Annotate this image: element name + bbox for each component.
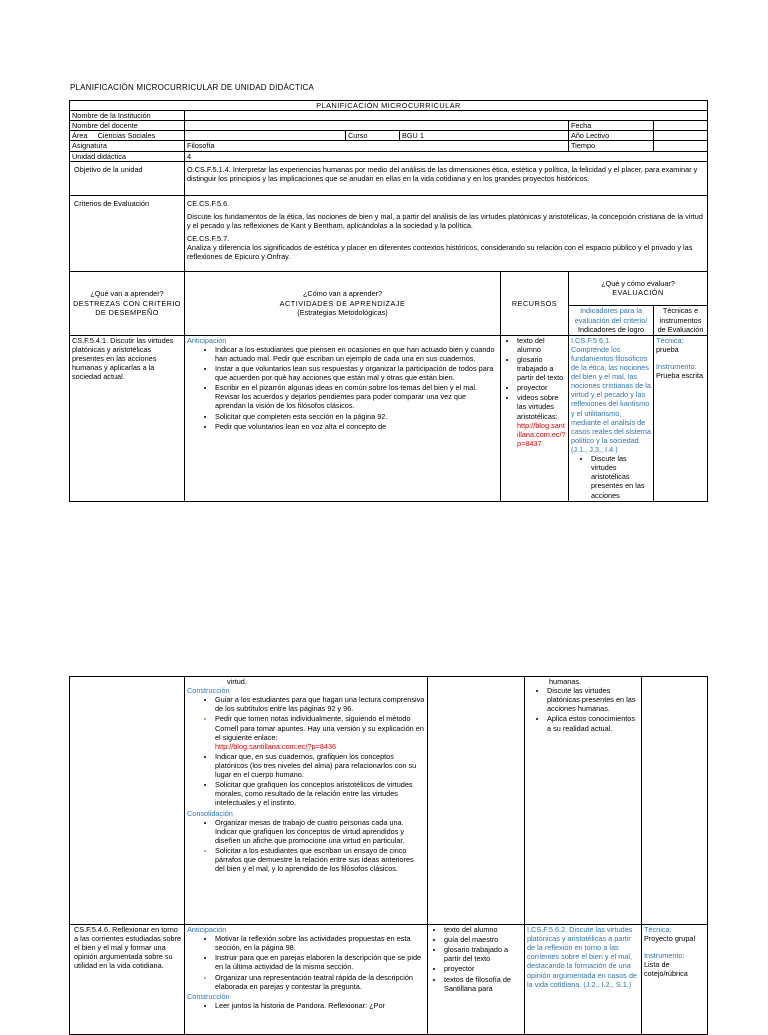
list-item: • glosario trabajado a partir del texto — [517, 355, 566, 382]
evaluation-header-question: ¿Qué y cómo evaluar? — [601, 279, 675, 289]
planning-table-page-1 — [69, 100, 708, 502]
time-label: Tiempo — [569, 141, 654, 151]
objective-label: Objetivo de la unidad — [70, 161, 185, 195]
resource-link[interactable]: http://blog.santillana.com.ec/?p=8436 — [215, 741, 337, 751]
list-item: • Escribir en el pizarrón algunas ideas en común sobre los temas del bien y el mal. Revisar los acuerdos y dejarlos pendientes para poder comparar una vez que aprendan la visión de los filósofos clásicos. — [215, 383, 498, 410]
indicator-text-1: I.CS.F.5.6.1. Comprende los fundamentos filosóficos de la ética, las nociones del bien y el mal, las nociones cristianas de la virtud y el pecado y las reflexiones del kantismo y el utilitarismo, mediante el análisis de casos reales del sistema político y la sociedad. (J.1., J.3., I.4.) — [571, 335, 651, 454]
year-label: Año Lectivo — [569, 131, 654, 141]
technique-value: prueba — [656, 344, 679, 354]
list-item: • Solicitar que grafiquen los conceptos aristotélicos de virtudes morales, como resultado de la relación entre las virtudes intelectuales y el instinto. — [215, 780, 425, 807]
techniques-cell-2 — [642, 677, 708, 925]
year-value — [654, 131, 708, 141]
resource-link[interactable]: http://blog.santillana.com.ec/?p=8437 — [517, 420, 566, 448]
institution-value — [185, 111, 708, 121]
phase-consolidation: Consolidación — [187, 808, 233, 818]
activities-list-1 — [187, 345, 498, 431]
skills-header-question: ¿Qué van a aprender? — [90, 289, 164, 299]
list-item: • glosario trabajado a partir del texto — [444, 945, 522, 963]
list-item: • textos de filosofía de Santillana para — [444, 975, 522, 993]
indicator-list-2 — [527, 686, 639, 733]
technique-value: Proyecto grupal — [644, 934, 696, 944]
area-value: Ciencias Sociales — [97, 131, 156, 141]
instrument-label: Instrumento: — [656, 361, 697, 371]
list-item: • Indicar a los estudiantes que piensen en ocasiones en que han actuado bien y cuando han actuado mal. Pedir que escriban un ejemplo de cada una en sus cuadernos. — [215, 345, 498, 363]
skill-cell-3: CS.F.5.4.6. Reflexionar en torno a las corrientes estudiadas sobre el bien y el mal y formar una opinión argumentada sobre su utilidad en la vida cotidiana. — [70, 925, 185, 1035]
activities-cell-2 — [185, 677, 428, 925]
indicator-continued: humanas. — [549, 677, 582, 686]
list-item: • Solicitar que completen esta sección en la página 92. — [215, 412, 498, 421]
institution-label: Nombre de la Institución — [70, 111, 185, 121]
evaluation-header — [569, 271, 708, 305]
unit-label: Unidad didáctica — [70, 151, 185, 161]
instrument-value: Prueba escrita — [656, 370, 704, 380]
subject-label: Asignatura — [70, 141, 185, 151]
criterion-1-code: CE.CS.F.5.6. — [187, 198, 230, 208]
area-filler — [185, 131, 346, 141]
phase-construction: Construcción — [187, 686, 230, 696]
techniques-cell-3 — [642, 925, 708, 1035]
list-item: • Organizar una representación teatral rápida de la descripción elaborada en parejas y contestar la pregunta. — [215, 973, 425, 991]
activities-header-title: ACTIVIDADES DE APRENDIZAJE — [279, 298, 406, 308]
list-item: • proyector — [517, 383, 566, 392]
activities-list-4 — [187, 934, 425, 991]
skills-header — [70, 271, 185, 335]
activities-cell-3 — [185, 925, 428, 1035]
phase-anticipation: Anticipación — [187, 335, 227, 345]
skills-header-title: DESTREZAS CON CRITERIO DE DESEMPEÑO — [73, 298, 181, 317]
teacher-value — [185, 121, 569, 131]
resources-cell-2 — [428, 677, 525, 925]
document-title: PLANIFICACIÓN MICROCURRICULAR DE UNIDAD DIDÁCTICA — [70, 83, 315, 92]
resources-list-1 — [503, 336, 566, 448]
indicators-cell-3: I.CS.F.5.6.2. Discute las virtudes platónicas y aristotélicas a partir de la reflexión en torno a las corrientes sobre el bien y el mal, destacando la formación de una opinión argumentada en casos de la vida cotidiana. (J.2., I.2., S.1.) — [525, 925, 642, 1035]
activities-list-2 — [187, 695, 425, 807]
objective-text: O.CS.F.5.1.4. Interpretar las experiencias humanas por medio del análisis de las dimensiones ética, estética y política, la felicidad y el placer, para examinar y distinguir los principios y las implicaciones que se anudan en ellas en la vida cotidiana y en los grandes proyectos históricos. — [185, 161, 708, 195]
list-item — [517, 393, 566, 448]
list-item: • proyector — [444, 964, 522, 973]
course-value: BGU 1 — [400, 131, 569, 141]
skill-cell-1: CS.F.5.4.1. Discutir las virtudes platónicas y aristotélicas presentes en las acciones humanas y aplicarlas a la sociedad actual. — [70, 335, 185, 501]
list-item: • Instruir para que en parejas elaboren la descripción que se pide en la última actividad de la misma sección. — [215, 953, 425, 971]
instrument-value: Lista de cotejo/rúbrica — [644, 960, 688, 979]
continued-text: virtud. — [227, 677, 247, 686]
resources-cell-1 — [501, 335, 569, 501]
criterion-2-code: CE.CS.F.5.7. — [187, 233, 230, 243]
subject-value: Filosofía — [185, 141, 569, 151]
instrument-label: Instrumento: — [644, 951, 685, 961]
indicators-header — [569, 305, 654, 335]
list-item: • Organizar mesas de trabajo de cuatro personas cada una. Indicar que grafiquen los conceptos de virtud aprendidos y diseñen un afiche que promocione una virtud en particular. — [215, 818, 425, 845]
criterion-1-text: Discute los fundamentos de la ética, las nociones de bien y mal, a partir del análisis de las virtudes platónicas y aristotélicas, la concepción cristiana de la virtud y el pecado y las reflexiones de Kant y Bentham, aplicándolas a la sociedad y la política. — [187, 211, 703, 230]
resources-cell-3 — [428, 925, 525, 1035]
date-value — [654, 121, 708, 131]
list-item: • guía del maestro — [444, 935, 522, 944]
indicators-cell-1 — [569, 335, 654, 501]
resources-list-3 — [430, 925, 522, 993]
list-item: • Motivar la reflexión sobre las actividades propuestas en esta sección, en la página 98. — [215, 934, 425, 952]
indicators-header-line1: Indicadores para la evaluación del criterio/ — [574, 306, 648, 325]
time-value — [654, 141, 708, 151]
list-item: • texto del alumno — [444, 925, 522, 934]
activities-header-subtitle: (Estrategias Metodológicas) — [297, 307, 388, 317]
techniques-cell-1 — [654, 335, 708, 501]
indicator-list-1 — [571, 454, 651, 500]
activities-list-5 — [187, 1001, 425, 1010]
table-header: PLANIFICACIÓN MICROCURRICULAR — [70, 101, 708, 111]
list-item: • Discute las virtudes platónicas presentes en las acciones humanas. — [547, 686, 639, 713]
list-item — [215, 714, 425, 750]
phase-construction: Construcción — [187, 991, 230, 1001]
list-item: • Pedir que voluntarios lean en voz alta el concepto de — [215, 422, 498, 431]
criteria-label: Criterios de Evaluación — [70, 195, 185, 271]
list-item: • Guiar a los estudiantes para que hagan una lectura comprensiva de los subtítulos entre las páginas 92 y 96. — [215, 695, 425, 713]
resources-header: RECURSOS — [501, 271, 569, 335]
unit-value: 4 — [185, 151, 708, 161]
list-item-text: Pedir que tomen notas individualmente, siguiendo el método Cornell para tomar apuntes. Hay una versión y su explicación en el siguiente enlace: — [215, 714, 424, 742]
list-item: • Discute las virtudes aristotélicas presentes en las acciones — [591, 454, 651, 500]
area-cell — [70, 131, 185, 141]
technique-label: Técnica: — [656, 335, 684, 345]
skill-cell-2 — [70, 677, 185, 925]
list-item: • Aplica estos conocimientos a su realidad actual. — [547, 714, 639, 732]
planning-table-page-2 — [69, 676, 708, 1035]
evaluation-header-title: EVALUACIÓN — [612, 288, 664, 298]
date-label: Fecha — [569, 121, 654, 131]
indicators-header-line2: Indicadores de logro — [577, 324, 645, 334]
activities-header — [185, 271, 501, 335]
activities-list-3 — [187, 818, 425, 874]
activities-header-question: ¿Cómo van a aprender? — [302, 289, 383, 299]
phase-anticipation: Anticipación — [187, 925, 227, 934]
course-label: Curso — [346, 131, 400, 141]
teacher-label: Nombre del docente — [70, 121, 185, 131]
criteria-content — [185, 195, 708, 271]
technique-label: Técnica: — [644, 925, 672, 934]
criterion-2-text: Analiza y diferencia los significados de estética y placer en diferentes contextos históricos, considerando su relación con el espacio público y el privado y las reflexiones de Epicuro y Onfray. — [187, 243, 693, 262]
resource-text: videos sobre las virtudes aristotélicas: — [517, 393, 559, 421]
techniques-header: Técnicas e instrumentos de Evaluación — [654, 305, 708, 335]
area-label: Área — [72, 131, 88, 141]
activities-cell-1 — [185, 335, 501, 501]
list-item: • Solicitar a los estudiantes que escriban un ensayo de cinco párrafos que demuestre la relación entre sus ideas anteriores del bien y el mal, y lo aprendido de los filósofos clásicos. — [215, 846, 425, 873]
list-item: • Indicar que, en sus cuadernos, grafiquen los conceptos platónicos (los tres niveles del alma) para relacionarlos con su lugar en el cuerpo humano. — [215, 752, 425, 779]
list-item: • texto del alumno — [517, 336, 566, 354]
list-item: • Instar a que voluntarios lean sus respuestas y organizar la participación de todos para que acuerden por qué hay acciones que están mal y otras que están bien. — [215, 364, 498, 382]
indicators-cell-2 — [525, 677, 642, 925]
list-item: • Leer juntos la historia de Pandora. Reflexionar: ¿Por — [215, 1001, 425, 1010]
